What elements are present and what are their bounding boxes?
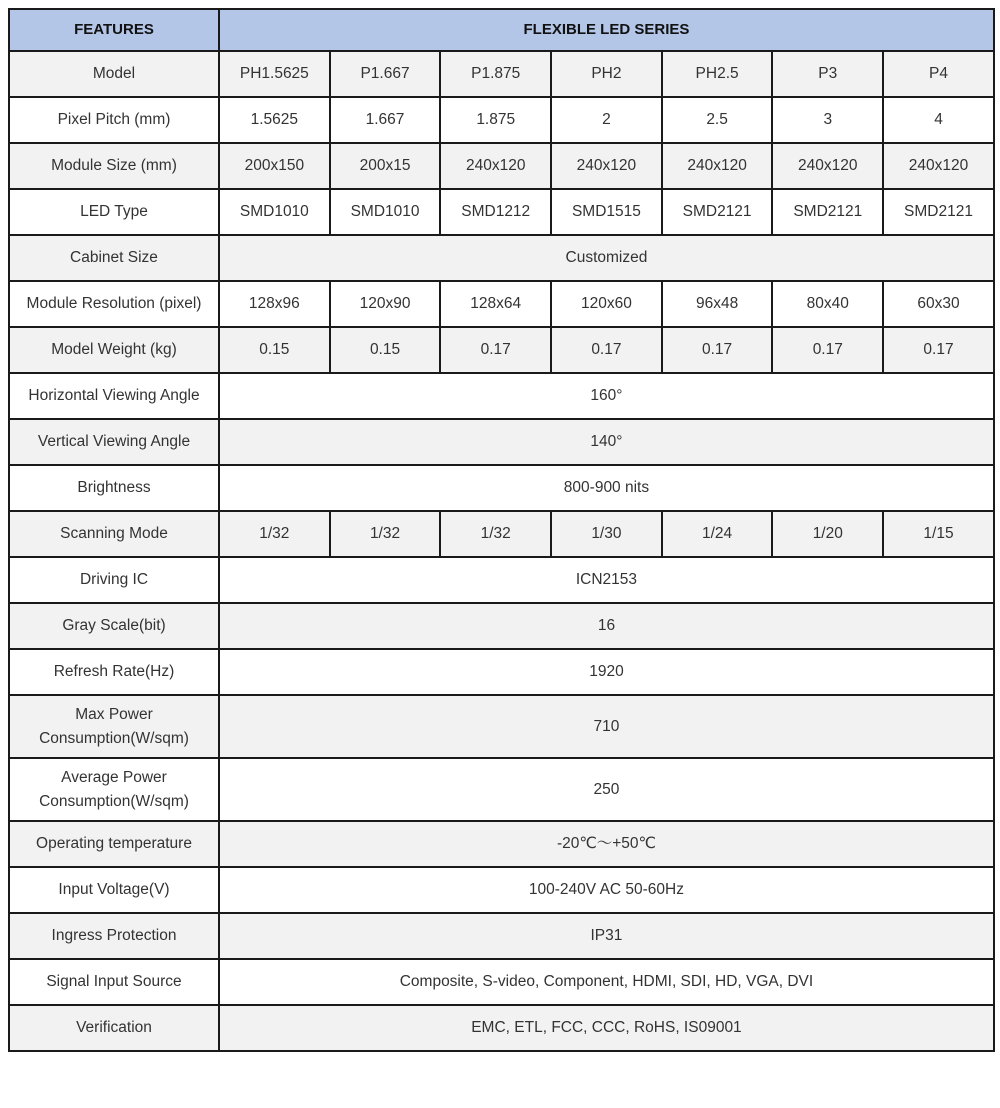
table-row: [9, 913, 994, 959]
table-row: [9, 649, 994, 695]
spec-cell: P1.875: [440, 51, 551, 97]
spec-cell: P1.667: [330, 51, 441, 97]
feature-label: Max Power Consumption(W/sqm): [9, 695, 219, 758]
spec-body: [9, 51, 994, 1051]
spec-cell-merged: 800-900 nits: [219, 465, 994, 511]
spec-cell: SMD2121: [883, 189, 994, 235]
spec-cell: 0.17: [662, 327, 773, 373]
spec-cell: 240x120: [440, 143, 551, 189]
spec-cell-merged: ICN2153: [219, 557, 994, 603]
spec-cell: 0.17: [883, 327, 994, 373]
spec-cell: 80x40: [772, 281, 883, 327]
spec-cell: SMD1010: [330, 189, 441, 235]
spec-cell: 0.17: [551, 327, 662, 373]
spec-cell: 240x120: [551, 143, 662, 189]
spec-cell: 1/20: [772, 511, 883, 557]
table-row: [9, 695, 994, 758]
spec-cell-merged: 16: [219, 603, 994, 649]
table-row: [9, 959, 994, 1005]
feature-label: Brightness: [9, 465, 219, 511]
spec-cell: PH2: [551, 51, 662, 97]
feature-label: Cabinet Size: [9, 235, 219, 281]
table-row: [9, 373, 994, 419]
spec-cell-merged: 100-240V AC 50-60Hz: [219, 867, 994, 913]
spec-cell-merged: 160°: [219, 373, 994, 419]
spec-cell: 120x90: [330, 281, 441, 327]
feature-label: Module Size (mm): [9, 143, 219, 189]
feature-label: Model Weight (kg): [9, 327, 219, 373]
spec-cell: 240x120: [883, 143, 994, 189]
spec-cell: 1.667: [330, 97, 441, 143]
feature-label: Average Power Consumption(W/sqm): [9, 758, 219, 821]
feature-label: Operating temperature: [9, 821, 219, 867]
spec-cell: 120x60: [551, 281, 662, 327]
spec-cell: 0.17: [772, 327, 883, 373]
feature-label: Pixel Pitch (mm): [9, 97, 219, 143]
spec-cell: 2: [551, 97, 662, 143]
spec-cell: PH2.5: [662, 51, 773, 97]
table-row: [9, 419, 994, 465]
spec-cell: SMD2121: [772, 189, 883, 235]
feature-label: Model: [9, 51, 219, 97]
header-row: [9, 9, 994, 51]
table-row: [9, 758, 994, 821]
table-row: [9, 235, 994, 281]
spec-cell: 240x120: [662, 143, 773, 189]
feature-label: Verification: [9, 1005, 219, 1051]
spec-cell-merged: IP31: [219, 913, 994, 959]
feature-label: LED Type: [9, 189, 219, 235]
spec-cell: SMD1010: [219, 189, 330, 235]
table-row: [9, 557, 994, 603]
spec-cell: 0.15: [330, 327, 441, 373]
spec-cell: 1.875: [440, 97, 551, 143]
table-row: [9, 603, 994, 649]
spec-cell: 240x120: [772, 143, 883, 189]
spec-cell: 1/15: [883, 511, 994, 557]
spec-cell-merged: 710: [219, 695, 994, 758]
spec-cell: SMD1212: [440, 189, 551, 235]
table-row: [9, 511, 994, 557]
spec-cell: 1/30: [551, 511, 662, 557]
table-row: [9, 821, 994, 867]
spec-cell: SMD1515: [551, 189, 662, 235]
spec-cell: 4: [883, 97, 994, 143]
spec-cell: 1/24: [662, 511, 773, 557]
feature-label: Horizontal Viewing Angle: [9, 373, 219, 419]
spec-cell-merged: Customized: [219, 235, 994, 281]
spec-cell: P4: [883, 51, 994, 97]
spec-cell-merged: 140°: [219, 419, 994, 465]
spec-cell: 0.17: [440, 327, 551, 373]
table-row: [9, 51, 994, 97]
spec-cell-merged: Composite, S-video, Component, HDMI, SDI, HD, VGA, DVI: [219, 959, 994, 1005]
spec-cell: 60x30: [883, 281, 994, 327]
spec-cell: SMD2121: [662, 189, 773, 235]
feature-label: Vertical Viewing Angle: [9, 419, 219, 465]
spec-cell: 1/32: [219, 511, 330, 557]
spec-cell: 128x96: [219, 281, 330, 327]
spec-cell: 1.5625: [219, 97, 330, 143]
table-row: [9, 327, 994, 373]
spec-cell-merged: 250: [219, 758, 994, 821]
spec-cell: 200x15: [330, 143, 441, 189]
spec-cell: 128x64: [440, 281, 551, 327]
feature-label: Driving IC: [9, 557, 219, 603]
spec-cell: 0.15: [219, 327, 330, 373]
table-row: [9, 1005, 994, 1051]
feature-label: Signal Input Source: [9, 959, 219, 1005]
spec-cell: 1/32: [440, 511, 551, 557]
table-row: [9, 281, 994, 327]
table-row: [9, 97, 994, 143]
spec-cell: 3: [772, 97, 883, 143]
spec-cell: 96x48: [662, 281, 773, 327]
spec-cell: 200x150: [219, 143, 330, 189]
table-row: [9, 143, 994, 189]
feature-label: Refresh Rate(Hz): [9, 649, 219, 695]
spec-cell-merged: EMC, ETL, FCC, CCC, RoHS, IS09001: [219, 1005, 994, 1051]
table-row: [9, 867, 994, 913]
spec-cell-merged: -20℃～+50℃: [219, 821, 994, 867]
spec-table: [8, 8, 995, 1052]
feature-label: Input Voltage(V): [9, 867, 219, 913]
series-header: FLEXIBLE LED SERIES: [219, 9, 994, 51]
spec-cell: PH1.5625: [219, 51, 330, 97]
feature-label: Ingress Protection: [9, 913, 219, 959]
spec-cell: 2.5: [662, 97, 773, 143]
spec-cell: P3: [772, 51, 883, 97]
feature-label: Gray Scale(bit): [9, 603, 219, 649]
spec-cell: 1/32: [330, 511, 441, 557]
table-row: [9, 189, 994, 235]
spec-cell-merged: 1920: [219, 649, 994, 695]
features-header: FEATURES: [9, 9, 219, 51]
table-row: [9, 465, 994, 511]
feature-label: Scanning Mode: [9, 511, 219, 557]
feature-label: Module Resolution (pixel): [9, 281, 219, 327]
